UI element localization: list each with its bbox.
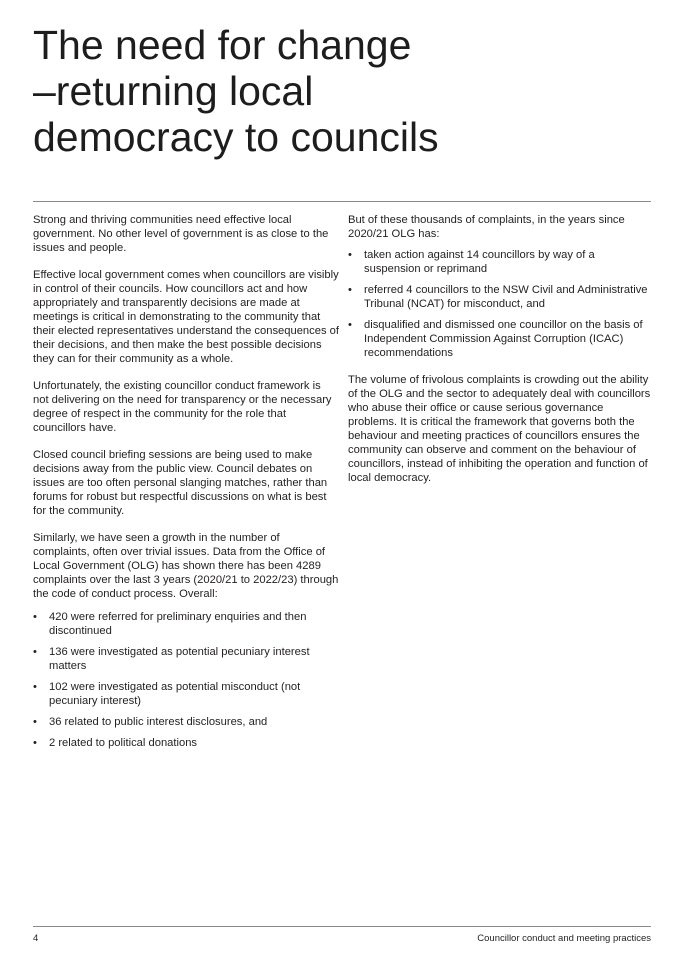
- bullet-icon: •: [33, 716, 37, 728]
- title-line-2: –returning local: [33, 68, 314, 114]
- right-column: [348, 213, 653, 498]
- list-item: [33, 610, 339, 638]
- bullet-icon: •: [33, 646, 37, 658]
- list-item-text: taken action against 14 councillors by way of a suspension or reprimand: [364, 249, 595, 275]
- paragraph: Unfortunately, the existing councillor conduct framework is not delivering on the need for transparency or the necessary degree of respect in the community for the role that councillors have.: [33, 380, 332, 434]
- paragraph: But of these thousands of complaints, in the years since 2020/21 OLG has:: [348, 214, 625, 240]
- complaints-list: [33, 610, 339, 750]
- paragraph: Effective local government comes when councillors are visibly in control of their councils. How councillors act and how appropriately and transparently decisions are made at meetings is critical in demonstrating to the community that their elected representatives understand the consequences of their decisions, and then make the best possible decisions they can for their community as a whole.: [33, 269, 339, 365]
- list-item: [33, 715, 339, 729]
- list-item-text: 420 were referred for preliminary enquiries and then discontinued: [49, 611, 307, 637]
- list-item-text: 102 were investigated as potential misconduct (not pecuniary interest): [49, 681, 301, 707]
- bullet-icon: •: [348, 249, 352, 261]
- list-item-text: disqualified and dismissed one councillor on the basis of Independent Commission Against Corruption (ICAC) recommendations: [364, 319, 643, 359]
- bullet-icon: •: [33, 681, 37, 693]
- list-item: [348, 248, 653, 276]
- list-item-text: 36 related to public interest disclosures, and: [49, 716, 268, 728]
- paragraph: Closed council briefing sessions are being used to make decisions away from the public view. Council debates on issues are too often personal slanging matches, rather than forums for robust but respectful discussions on what is best for the community.: [33, 449, 328, 517]
- list-item: [348, 283, 653, 311]
- page-number: 4: [33, 933, 39, 944]
- title-line-3: democracy to councils: [33, 114, 439, 160]
- list-item: [348, 318, 653, 360]
- page-title: [33, 22, 653, 160]
- list-item-text: 2 related to political donations: [49, 737, 198, 749]
- left-column: [33, 213, 339, 763]
- title-line-1: The need for change: [33, 22, 412, 68]
- top-divider: [33, 201, 651, 202]
- list-item: [33, 680, 339, 708]
- paragraph: The volume of frivolous complaints is crowding out the ability of the OLG and the sector to adequately deal with councillors who abuse their office or cause serious governance problems. It is critical the framework that governs both the behaviour and meeting practices of councillors ensures the community can observe and comment on the behaviour of councillors, instead of inhibiting the operation and function of local democracy.: [348, 374, 651, 484]
- bullet-icon: •: [348, 319, 352, 331]
- bullet-icon: •: [33, 611, 37, 623]
- list-item: [33, 645, 339, 673]
- footer-document-title: Councillor conduct and meeting practices: [477, 933, 651, 944]
- list-item: [33, 736, 339, 750]
- list-item-text: 136 were investigated as potential pecuniary interest matters: [49, 646, 310, 672]
- paragraph: Similarly, we have seen a growth in the number of complaints, often over trivial issues. Data from the Office of Local Government (OLG) has shown there has been 4289 complaints over the last 3 years (2020/21 to 2022/23) through the code of conduct process. Overall:: [33, 532, 339, 600]
- olg-actions-list: [348, 248, 653, 360]
- list-item-text: referred 4 councillors to the NSW Civil and Administrative Tribunal (NCAT) for misconduct, and: [364, 284, 648, 310]
- bottom-divider: [33, 926, 651, 927]
- paragraph: Strong and thriving communities need effective local government. No other level of government is as close to the issues and people.: [33, 214, 329, 254]
- bullet-icon: •: [348, 284, 352, 296]
- bullet-icon: •: [33, 737, 37, 749]
